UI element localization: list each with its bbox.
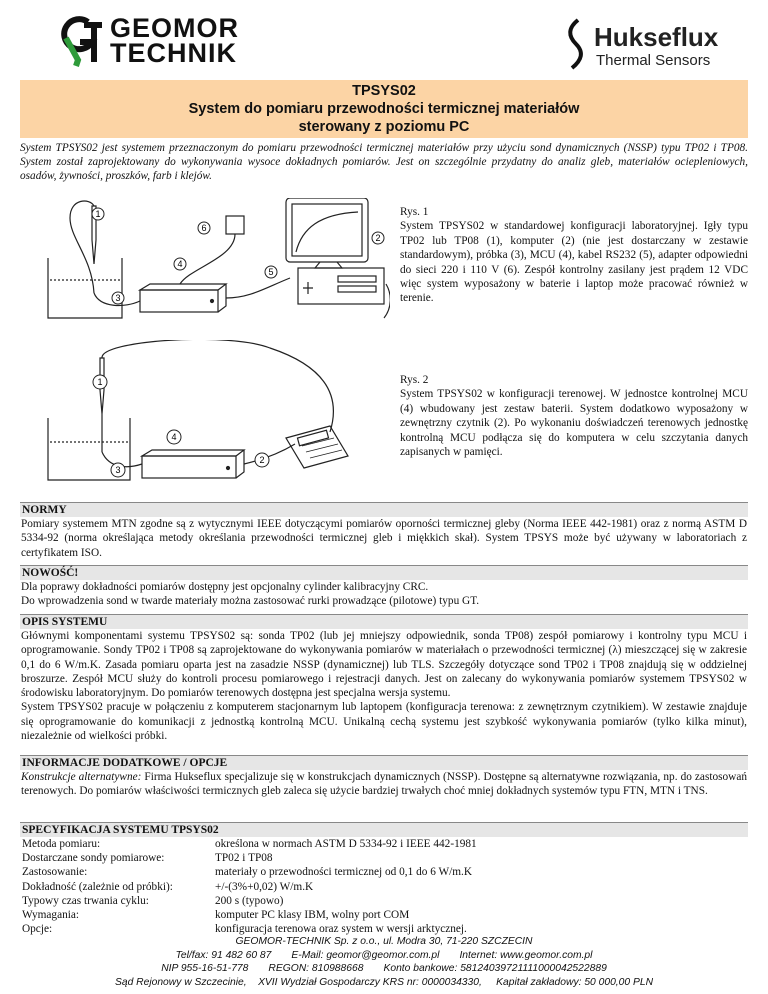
spec-row	[20, 908, 748, 922]
spec-value: TP02 i TP08	[215, 852, 273, 865]
spec-value: 200 s (typowo)	[215, 894, 284, 907]
hukseflux-subtitle: Thermal Sensors	[596, 52, 711, 69]
section-normy-text: Pomiary systemem MTN zgodne są z wytycznymi IEEE dotyczącymi pomiarów oporności termicznej gleby (Norma IEEE 442-1981) oraz z normą ASTM D 5334-92 (norma określająca metody określania przewodności termicznej gleb i miękkich skał). System TPSYS może być używany w laboratoriach z certyfikatem ISO.	[21, 518, 747, 559]
section-normy	[20, 502, 748, 560]
footer	[0, 935, 768, 989]
section-opis-para2: System TPSYS02 pracuje w połączeniu z komputerem stacjonarnym lub laptopem (konfiguracja terenowa: z zewnętrznym czytnikiem). W zestawie znajduje się oprogramowanie do komunikacji z jednostką kontrolną MCU. Unikalną cechą systemu jest szybkość wykonywania pomiarów (tylko kilka minut), niezależnie od wielkości próbki.	[21, 701, 747, 743]
spec-value: +/-(3%+0,02) W/m.K	[215, 880, 314, 893]
figure-1-caption	[400, 205, 748, 306]
spec-row	[20, 865, 748, 879]
footer-court: Sąd Rejonowy w Szczecinie,	[114, 976, 247, 988]
footer-regon: REGON: 810988668	[268, 963, 364, 974]
figure-1-caption-text: System TPSYS02 w standardowej konfiguracji laboratoryjnej. Igły typu TP02 lub TP08 (1), komputer (2) (nie jest dostarczany w zestawie standardowym), próbka (3), MCU (4), kabel RS232 (5), adapter odpowiedni do sieci 220 i 110 V (6). Zespół kontrolny zasilany jest prądem 12 VDC więc system wyposażony w baterie i laptop może pracować również w terenie.	[400, 220, 748, 305]
section-nowosc-heading: NOWOŚĆ!	[20, 565, 748, 580]
footer-nip: NIP 955-16-51-778	[161, 963, 249, 974]
figure-2-caption-title: Rys. 2	[400, 374, 429, 386]
fig1-label-6: 6	[201, 223, 207, 233]
spec-row	[20, 880, 748, 894]
section-nowosc-line1: Dla poprawy dokładności pomiarów dostępny jest opcjonalny cylinder kalibracyjny CRC.	[21, 581, 429, 593]
fig2-label-1: 1	[97, 377, 103, 387]
section-info-text: Firma Hukseflux specjalizuje się w konstrukcjach dynamicznych (NSSP). Dostępne są alternatywne rozwiązania, np. do zastosowań terenowych. Do pomiarów właściwości termicznych gleb zaleca się użycie bardziej trwałych choć mniej dokładnych systemów typu FTN, MTN i TNS.	[21, 771, 747, 798]
section-nowosc	[20, 565, 748, 609]
spec-table	[20, 837, 748, 936]
fig1-label-4: 4	[177, 259, 183, 269]
section-opis-para1: Głównymi komponentami systemu TPSYS02 są: sonda TP02 (lub jej mniejszy odpowiednik, sonda TP08) zespół pomiarowy i kontrolny typu MCU i oprogramowanie. Sondy TP02 i TP08 są zaprojektowane do wykonywania pomiarów w materiałach o przewodności termicznej (λ) mieszczącej się w zakresie 0,1 do 6 W/m.K. Zasada pomiaru oparta jest na zasadzie NSSP (dynamicznej) lub TLS. Szczegóły dotyczące sond TP02 i TP08 znajdują się w oddzielnej broszurze. Zespół MCU służy do kontroli procesu pomiarowego i rejestracji danych. Jest on zalecany do wykonywania pomiarów systemem TPSYS02 w środowisku laboratoryjnym. Do pomiarów terenowych dostępna jest specjalna wersja systemu.	[21, 630, 747, 700]
fig1-label-2: 2	[375, 233, 381, 243]
geomor-logo-mark-icon	[58, 16, 104, 68]
spec-label: Dokładność (zależnie od próbki):	[22, 880, 173, 893]
fig2-label-2: 2	[259, 455, 265, 465]
title-banner	[20, 80, 748, 138]
footer-website: Internet: www.geomor.com.pl	[459, 949, 593, 961]
section-nowosc-line2: Do wprowadzenia sond w twarde materiały można zastosować rurki prowadzące (pilotowe) typu GT.	[21, 595, 480, 608]
fig2-label-4: 4	[171, 432, 177, 442]
fig2-label-3: 3	[115, 465, 121, 475]
spec-row	[20, 837, 748, 851]
spec-label: Metoda pomiaru:	[22, 838, 101, 850]
spec-row	[20, 851, 748, 865]
section-info-heading: INFORMACJE DODATKOWE / OPCJE	[20, 755, 748, 770]
spec-row	[20, 894, 748, 908]
spec-value: określona w normach ASTM D 5334-92 i IEEE 442-1981	[215, 838, 477, 850]
footer-phone: Tel/fax: 91 482 60 87	[175, 949, 272, 961]
figure-1-lab-setup	[30, 198, 390, 333]
section-specyfikacja	[20, 822, 748, 936]
fig1-label-3: 3	[115, 293, 121, 303]
figure-2-field-setup	[30, 340, 390, 488]
spec-value: konfiguracja terenowa oraz system w wersji arktycznej.	[215, 923, 467, 936]
section-informacje	[20, 755, 748, 799]
footer-line1: GEOMOR-TECHNIK Sp. z o.o., ul. Modra 30, 71-220 SZCZECIN	[235, 936, 533, 947]
title-line3: sterowany z poziomu PC	[298, 119, 470, 135]
geomor-technik-logo	[58, 14, 268, 70]
hukseflux-logo	[566, 18, 746, 74]
spec-label: Dostarczane sondy pomiarowe:	[22, 852, 165, 865]
fig1-label-5: 5	[268, 267, 274, 277]
spec-label: Zastosowanie:	[22, 866, 88, 879]
spec-label: Typowy czas trwania cyklu:	[22, 894, 149, 907]
section-opis-systemu	[20, 614, 748, 743]
hukseflux-logo-mark-icon	[566, 18, 586, 70]
section-info-lead: Konstrukcje alternatywne:	[21, 771, 142, 783]
section-normy-heading: NORMY	[20, 502, 748, 517]
fig1-label-1: 1	[95, 209, 101, 219]
hukseflux-name: Hukseflux	[594, 22, 719, 52]
logo-text-line2: TECHNIK	[110, 38, 237, 68]
footer-capital: Kapitał zakładowy: 50 000,00 PLN	[496, 976, 654, 988]
spec-value: materiały o przewodności termicznej od 0,1 do 6 W/m.K	[215, 866, 473, 879]
intro-paragraph: System TPSYS02 jest systemem przeznaczonym do pomiaru przewodności termicznej materiałów przy użyciu sond dynamicznych (NSSP) typu TP02 i TP08. System został zaprojektowany do wykonywania wysoce dokładnych pomiarów. Jest on szczególnie przydatny do analiz gleb, materiałów ociepleniowych, osadów, żywności, proszków, farb i klejów.	[20, 142, 748, 183]
section-opis-heading: OPIS SYSTEMU	[20, 614, 748, 629]
footer-krs: XVII Wydział Gospodarczy KRS nr: 0000034330,	[258, 976, 482, 988]
spec-label: Wymagania:	[22, 909, 80, 922]
figure-2-caption-text: System TPSYS02 w konfiguracji terenowej. W jednostce kontrolnej MCU (4) wbudowany jest zestaw baterii. System dodatkowo wyposażony w zewnętrzny czytnik (2). Po wykonaniu doświadczeń terenowych jednostkę kontrolną MCU podłącza się do komputera w celu szczytania danych zapisanych w pamięci.	[400, 388, 748, 459]
footer-email: E-Mail: geomor@geomor.com.pl	[291, 949, 440, 961]
spec-label: Opcje:	[22, 923, 53, 936]
figure-2-caption	[400, 373, 748, 459]
spec-value: komputer PC klasy IBM, wolny port COM	[215, 909, 410, 922]
title-line2: System do pomiaru przewodności termicznej materiałów	[188, 101, 580, 117]
figure-1-caption-title: Rys. 1	[400, 206, 429, 218]
footer-bank: Konto bankowe: 58124039721111000042522889	[383, 963, 607, 974]
spec-heading: SPECYFIKACJA SYSTEMU TPSYS02	[20, 822, 748, 837]
title-line1: TPSYS02	[352, 83, 416, 99]
logo-text-line1: GEOMOR	[110, 13, 240, 43]
